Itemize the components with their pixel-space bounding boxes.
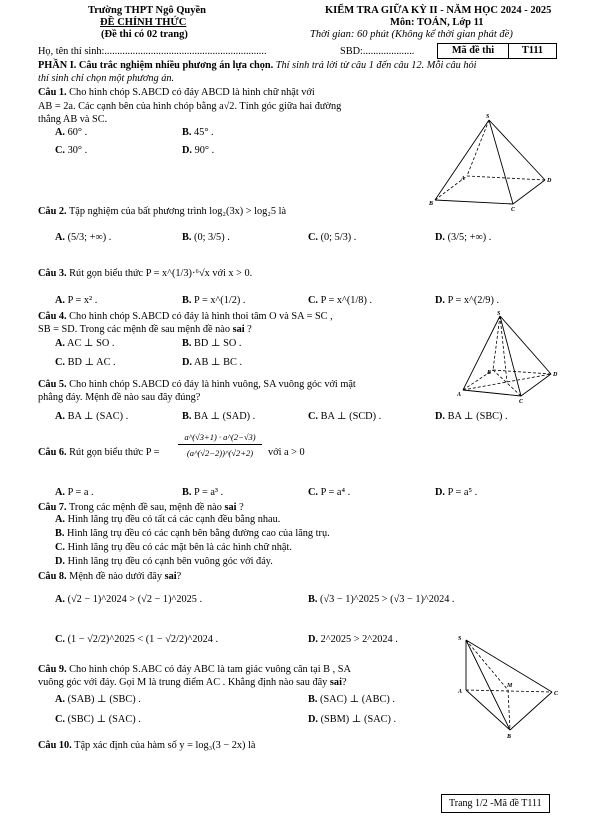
- q5-line1: [38, 378, 356, 391]
- q10-line: [38, 739, 256, 752]
- fig2-label-b: B: [487, 370, 492, 376]
- q9-line1: [38, 663, 351, 676]
- exam-code-box: [437, 43, 557, 59]
- q6-numerator: a^(√3+1) · a^(2−√3): [178, 432, 262, 445]
- q4-option-d[interactable]: D. AB ⊥ BC .: [182, 357, 243, 368]
- q2-option-a[interactable]: A. (5/3; +∞) .: [55, 232, 112, 243]
- fig3-label-m: M: [507, 683, 513, 689]
- q5-text2: phẳng đáy. Mệnh đề nào sau đây đúng?: [38, 392, 201, 403]
- fig2-label-s: S: [497, 311, 501, 317]
- q7-label: Câu 7.: [38, 502, 67, 513]
- q7-option-d[interactable]: D. Hình lăng trụ đều có cạnh bên vuông góc với đáy.: [55, 556, 273, 567]
- exam-code-label: Mã đề thi: [438, 44, 509, 58]
- q8-line: Câu 8. Mệnh đề nào dưới đây sai?: [38, 571, 182, 582]
- q8-option-a[interactable]: A. (√2 − 1)^2024 > (√2 − 1)^2025 .: [55, 594, 203, 605]
- q3-label: Câu 3.: [38, 268, 67, 279]
- q7-line: Câu 7. Trong các mệnh đề sau, mệnh đề nào sai ?: [38, 502, 244, 513]
- q1-text1: Cho hình chóp S.ABCD có đáy ABCD là hình chữ nhật với: [66, 87, 315, 98]
- q3-option-d[interactable]: D. P = x^(2/9) .: [435, 295, 500, 306]
- q1-label: Câu 1.: [38, 87, 67, 98]
- q8-option-d[interactable]: D. 2^2025 > 2^2024 .: [308, 634, 398, 645]
- part1-instr1: Thí sinh trả lời từ câu 1 đến câu 12. Mỗi câu hỏi: [273, 60, 477, 71]
- q9-label: Câu 9.: [38, 664, 67, 675]
- subject: Môn: TOÁN, Lớp 11: [390, 17, 484, 28]
- fig1-label-c: C: [511, 207, 516, 212]
- q4-line2: SB = SD. Trong các mệnh đề sau mệnh đề nào sai ?: [38, 324, 252, 335]
- exam-code: T111: [521, 45, 544, 56]
- q6-line: [38, 446, 159, 459]
- q3-option-a[interactable]: A. P = x² .: [55, 295, 98, 306]
- fig3-label-c: C: [554, 691, 559, 697]
- q1-option-a[interactable]: A. 60° .: [55, 127, 88, 138]
- q5-option-b[interactable]: B. BA ⊥ (SAD) .: [182, 411, 256, 422]
- q1-option-b[interactable]: B. 45° .: [182, 127, 214, 138]
- q5-label: Câu 5.: [38, 379, 67, 390]
- q6-option-d[interactable]: D. P = a⁵ .: [435, 487, 478, 498]
- q1-text2: AB = 2a. Các cạnh bên của hình chóp bằng a√2. Tính góc giữa hai đường: [38, 101, 342, 112]
- q9-option-a[interactable]: A. (SAB) ⊥ (SBC) .: [55, 694, 141, 705]
- q3-option-c[interactable]: C. P = x^(1/8) .: [308, 295, 373, 306]
- q8-label: Câu 8.: [38, 571, 67, 582]
- q4-option-b[interactable]: B. BD ⊥ SO .: [182, 338, 242, 349]
- part1-line1: [38, 59, 477, 72]
- q6-fraction: [178, 432, 262, 458]
- fig3-label-s: S: [458, 636, 462, 642]
- q9-line2: vuông góc với đáy. Gọi M là trung điểm AC . Khẳng định nào sau đây sai?: [38, 677, 347, 688]
- q10-text: Tập xác định của hàm số y = log₃(3 − 2x) là: [71, 740, 256, 751]
- q6-text: Rút gọn biểu thức P =: [66, 447, 160, 458]
- q3-line: [38, 267, 252, 280]
- fig2-label-d: D: [553, 372, 558, 378]
- q2-text: Tập nghiệm của bất phương trình log₂(3x) > log₂5 là: [66, 206, 287, 217]
- q9-text1: Cho hình chóp S.ABC có đáy ABC là tam giác vuông cân tại B , SA: [66, 664, 351, 675]
- fig2-label-a: A: [457, 392, 462, 398]
- q6-condition: với a > 0: [268, 447, 305, 458]
- q9-option-b[interactable]: B. (SAC) ⊥ (ABC) .: [308, 694, 395, 705]
- q2-option-b[interactable]: B. (0; 3/5) .: [182, 232, 230, 243]
- q6-option-a[interactable]: A. P = a .: [55, 487, 94, 498]
- q2-option-c[interactable]: C. (0; 5/3) .: [308, 232, 357, 243]
- q7-option-a[interactable]: A. Hình lăng trụ đều có tất cả các cạnh đều bằng nhau.: [55, 514, 281, 525]
- q5-option-d[interactable]: D. BA ⊥ (SBC) .: [435, 411, 508, 422]
- school-name: Trường THPT Ngô Quyền: [88, 5, 207, 16]
- fig2-label-c: C: [519, 399, 524, 405]
- q2-label: Câu 2.: [38, 206, 67, 217]
- fig1-label-d: D: [547, 178, 552, 184]
- q5-option-a[interactable]: A. BA ⊥ (SAC) .: [55, 411, 129, 422]
- q1-text3: thẳng AB và SC.: [38, 114, 108, 125]
- pyramid-figure-2: [455, 310, 565, 405]
- q3-option-b[interactable]: B. P = x^(1/2) .: [182, 295, 246, 306]
- q4-option-c[interactable]: C. BD ⊥ AC .: [55, 357, 116, 368]
- q5-text1: Cho hình chóp S.ABCD có đáy là hình vuông, SA vuông góc với mặt: [66, 379, 356, 390]
- pyramid-figure-3: [452, 632, 562, 742]
- fig1-label-b: B: [429, 201, 434, 207]
- q4-label: Câu 4.: [38, 311, 67, 322]
- q7-option-b[interactable]: B. Hình lăng trụ đều có các cạnh bên bằng đường cao của lăng trụ.: [55, 528, 330, 539]
- q6-option-c[interactable]: C. P = a⁴ .: [308, 487, 351, 498]
- fig3-label-a: A: [458, 689, 463, 695]
- q6-denominator: (a^(√2−2))^(√2+2): [186, 448, 254, 458]
- q5-option-c[interactable]: C. BA ⊥ (SCD) .: [308, 411, 382, 422]
- part1-title: PHẦN I. Câu trắc nghiệm nhiều phương án lựa chọn.: [38, 60, 274, 71]
- q4-text1: Cho hình chóp S.ABCD có đáy là hình thoi tâm O và SA = SC ,: [66, 311, 333, 322]
- q6-option-b[interactable]: B. P = a³ .: [182, 487, 224, 498]
- q2-line: [38, 205, 286, 218]
- q9-option-d[interactable]: D. (SBM) ⊥ (SAC) .: [308, 714, 397, 725]
- fig1-label-s: S: [486, 114, 490, 120]
- fig3-label-b: B: [507, 734, 512, 740]
- q1-option-c[interactable]: C. 30° .: [55, 145, 88, 156]
- page-footer: Trang 1/2 -Mã đề T111: [441, 794, 550, 813]
- official-label: ĐỀ CHÍNH THỨC: [100, 17, 187, 28]
- q8-option-b[interactable]: B. (√3 − 1)^2025 > (√3 − 1)^2024 .: [308, 594, 455, 605]
- q8-option-c[interactable]: C. (1 − √2/2)^2025 < (1 − √2/2)^2024 .: [55, 634, 219, 645]
- q6-label: Câu 6.: [38, 447, 67, 458]
- pyramid-figure-1: [425, 112, 565, 212]
- q4-line1: [38, 310, 333, 323]
- pages-note: (Đề thi có 02 trang): [101, 29, 188, 40]
- q4-option-a[interactable]: A. AC ⊥ SO .: [55, 338, 115, 349]
- sbd-field: SBD:....................: [340, 46, 415, 57]
- fig1-label-a: A: [461, 176, 466, 182]
- q2-option-d[interactable]: D. (3/5; +∞) .: [435, 232, 492, 243]
- q9-option-c[interactable]: C. (SBC) ⊥ (SAC) .: [55, 714, 141, 725]
- q10-label: Câu 10.: [38, 740, 72, 751]
- exam-time: Thời gian: 60 phút (Không kể thời gian phát đề): [310, 29, 513, 40]
- q7-option-c[interactable]: C. Hình lăng trụ đều có các mặt bên là các hình chữ nhật.: [55, 542, 292, 553]
- q3-text: Rút gọn biểu thức P = x^(1/3)·⁶√x với x > 0.: [66, 268, 253, 279]
- exam-title: KIỂM TRA GIỮA KỲ II - NĂM HỌC 2024 - 2025: [325, 5, 552, 16]
- part1-instr2: thí sinh chỉ chọn một phương án.: [38, 73, 175, 84]
- name-field: Họ, tên thí sinh:...............................................................: [38, 46, 267, 57]
- q1-option-d[interactable]: D. 90° .: [182, 145, 215, 156]
- q1-line1: [38, 86, 315, 99]
